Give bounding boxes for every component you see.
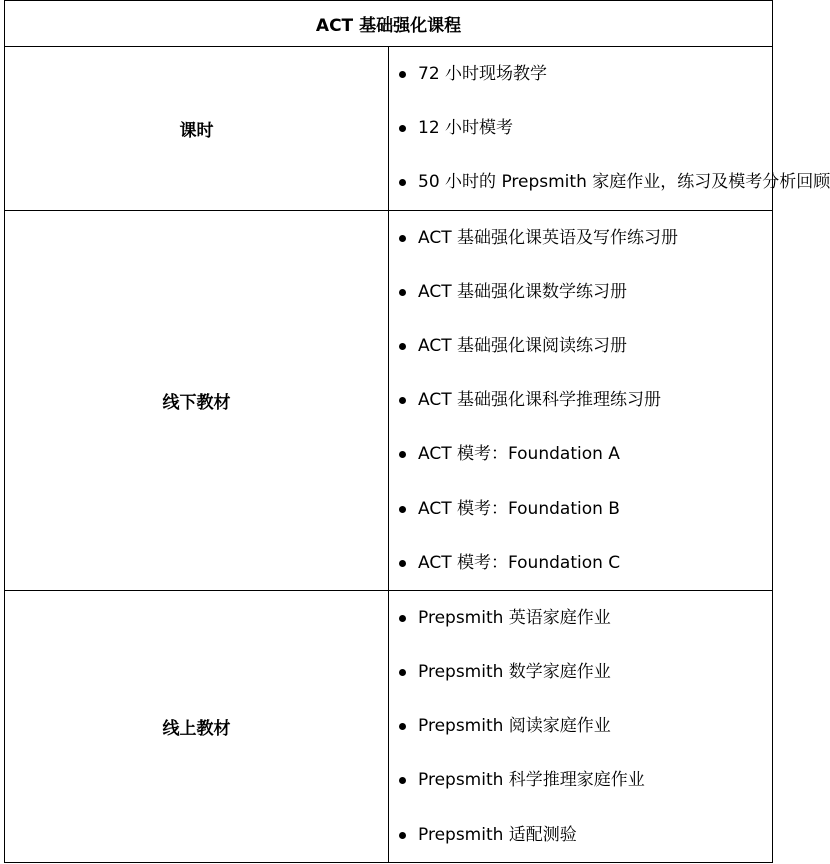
bullet-icon — [399, 71, 406, 78]
list-item-text: ACT 基础强化课数学练习册 — [418, 281, 627, 302]
bullet-list — [389, 47, 830, 210]
list-item-text: Prepsmith 科学推理家庭作业 — [418, 770, 645, 791]
list-item — [389, 753, 772, 807]
table-header-row — [5, 1, 773, 47]
list-item-text: 50 小时的 Prepsmith 家庭作业，练习及模考分析回顾 — [418, 172, 830, 193]
row-items-online-materials — [389, 590, 773, 862]
list-item-text: ACT 基础强化课阅读练习册 — [418, 335, 627, 356]
bullet-icon — [399, 669, 406, 676]
bullet-icon — [399, 235, 406, 242]
bullet-icon — [399, 615, 406, 622]
list-item — [389, 211, 772, 265]
list-item-text: ACT 模考：Foundation A — [418, 444, 620, 465]
table-row-online-materials — [5, 590, 773, 862]
list-item — [389, 482, 772, 536]
list-item — [389, 265, 772, 319]
row-label-hours: 课时 — [5, 47, 389, 211]
list-item — [389, 373, 772, 427]
list-item-text: ACT 模考：Foundation C — [418, 552, 621, 573]
row-items-offline-materials — [389, 210, 773, 590]
list-item-text: ACT 模考：Foundation B — [418, 498, 620, 519]
bullet-icon — [399, 777, 406, 784]
list-item — [389, 155, 830, 209]
list-item — [389, 591, 772, 645]
list-item — [389, 47, 772, 101]
bullet-icon — [399, 451, 406, 458]
bullet-icon — [399, 506, 406, 513]
bullet-list — [389, 591, 772, 862]
list-item — [389, 319, 772, 373]
list-item-text: Prepsmith 英语家庭作业 — [418, 607, 611, 628]
bullet-icon — [399, 179, 406, 186]
list-item — [389, 427, 772, 481]
list-item-text: Prepsmith 适配测验 — [418, 824, 577, 845]
bullet-list — [389, 211, 772, 590]
bullet-icon — [399, 723, 406, 730]
row-items-hours — [389, 47, 830, 211]
list-item — [389, 101, 772, 155]
row-label-online-materials: 线上教材 — [5, 590, 389, 862]
table-title: ACT 基础强化课程 — [5, 1, 773, 47]
list-item-text: ACT 基础强化课英语及写作练习册 — [418, 227, 678, 248]
bullet-icon — [399, 832, 406, 839]
list-item — [389, 645, 772, 699]
course-table — [4, 0, 830, 863]
table-row-hours — [5, 47, 773, 211]
list-item-text: Prepsmith 阅读家庭作业 — [418, 716, 611, 737]
list-item — [389, 808, 772, 862]
list-item-text: 12 小时模考 — [418, 118, 514, 139]
list-item-text: Prepsmith 数学家庭作业 — [418, 662, 611, 683]
bullet-icon — [399, 343, 406, 350]
list-item — [389, 699, 772, 753]
bullet-icon — [399, 397, 406, 404]
row-label-offline-materials: 线下教材 — [5, 210, 389, 590]
bullet-icon — [399, 125, 406, 132]
bullet-icon — [399, 289, 406, 296]
list-item — [389, 536, 772, 590]
list-item-text: ACT 基础强化课科学推理练习册 — [418, 390, 661, 411]
bullet-icon — [399, 560, 406, 567]
list-item-text: 72 小时现场教学 — [418, 64, 548, 84]
table-row-offline-materials — [5, 210, 773, 590]
